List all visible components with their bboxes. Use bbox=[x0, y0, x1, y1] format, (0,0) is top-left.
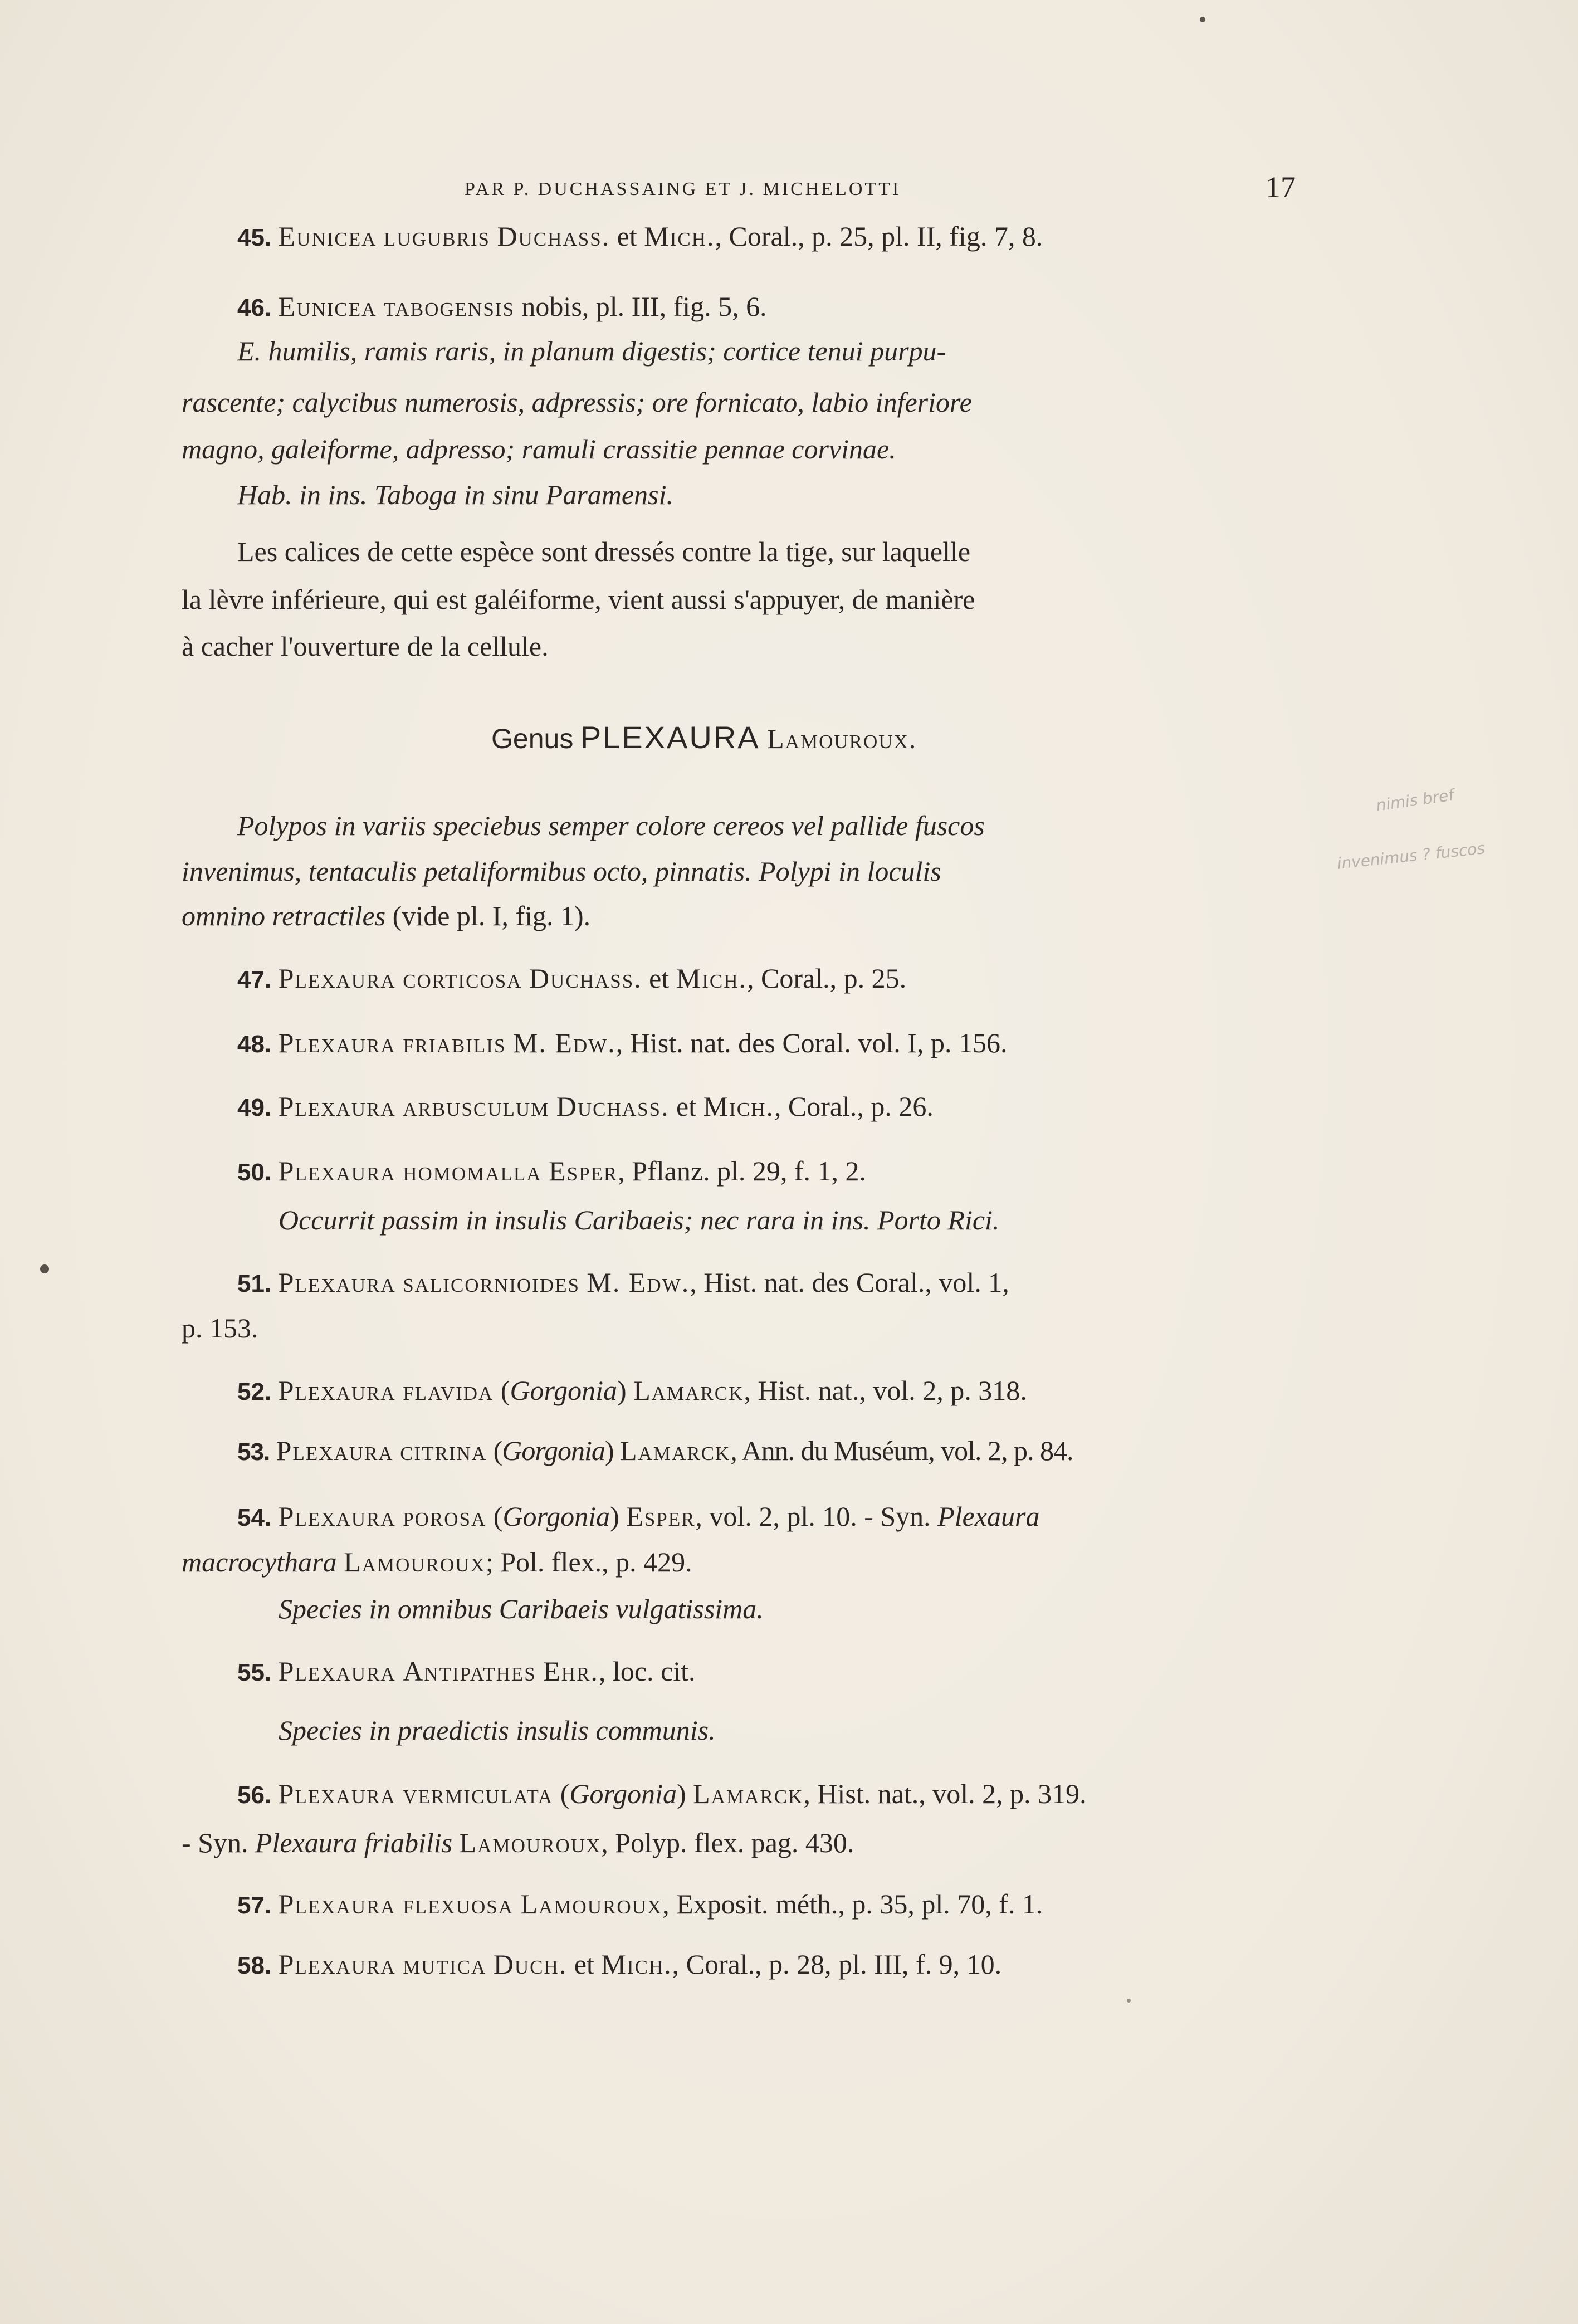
genus: Plexaura bbox=[276, 1435, 394, 1466]
authority: Duchass. bbox=[497, 221, 610, 252]
entry-number: 51. bbox=[237, 1270, 272, 1297]
note-50: Occurrit passim in insulis Caribaeis; nec rara in ins. Porto Rici. bbox=[279, 1204, 1000, 1236]
entry-number: 47. bbox=[237, 966, 272, 993]
entry-55 bbox=[237, 1654, 696, 1688]
reference: , Hist. nat., vol. 2, p. 319. bbox=[803, 1778, 1087, 1809]
entry-54-continuation bbox=[182, 1545, 692, 1579]
authority: Esper bbox=[626, 1501, 696, 1532]
reference: , Coral., p. 26. bbox=[774, 1091, 934, 1122]
authority2: Mich. bbox=[676, 963, 747, 994]
genus: Plexaura bbox=[278, 1155, 396, 1187]
genus: Plexaura bbox=[278, 1778, 396, 1809]
reference: , Coral., p. 25, pl. II, fig. 7, 8. bbox=[715, 221, 1043, 252]
species: corticosa bbox=[403, 963, 522, 994]
synonym-reference: ; Pol. flex., p. 429. bbox=[485, 1546, 692, 1578]
reference: , Hist. nat. des Coral., vol. 1, bbox=[690, 1267, 1009, 1298]
reference: , Coral., p. 25. bbox=[747, 963, 907, 994]
authority: Lamarck bbox=[620, 1435, 731, 1466]
synonym-genus: Gorgonia bbox=[569, 1778, 677, 1809]
synonym-reference: , Polyp. flex. pag. 430. bbox=[601, 1827, 854, 1858]
authority: Duchass. bbox=[529, 963, 642, 994]
species: flexuosa bbox=[403, 1888, 514, 1920]
authority: Esper bbox=[549, 1155, 618, 1187]
synonym-name: Plexaura friabilis bbox=[255, 1827, 453, 1858]
species: vermiculata bbox=[403, 1778, 554, 1809]
genus-description-line-2: invenimus, tentaculis petaliformibus octo, pinnatis. Polypi in loculis bbox=[182, 856, 941, 887]
entry-number: 55. bbox=[237, 1659, 272, 1686]
genus-description-text: omnino retractiles bbox=[182, 900, 386, 931]
entry-56-continuation bbox=[182, 1826, 854, 1859]
authority: Ehr. bbox=[543, 1656, 599, 1687]
note-55: Species in praedictis insulis communis. bbox=[279, 1715, 716, 1746]
conjunction: et bbox=[649, 963, 670, 994]
synonym-genus: Gorgonia bbox=[510, 1375, 618, 1406]
paren-open: ( bbox=[560, 1778, 570, 1809]
entry-51 bbox=[237, 1266, 1009, 1299]
entry-number: 58. bbox=[237, 1952, 272, 1979]
synonym-genus: Gorgonia bbox=[502, 1501, 610, 1532]
entry-49 bbox=[237, 1090, 934, 1123]
entry-48 bbox=[237, 1026, 1007, 1060]
description-46-line-1: E. humilis, ramis raris, in planum digestis; cortice tenui purpu- bbox=[237, 335, 946, 367]
synonym-genus: Gorgonia bbox=[502, 1435, 605, 1466]
species: flavida bbox=[403, 1375, 494, 1406]
genus: Plexaura bbox=[278, 1501, 396, 1532]
genus: Eunicea bbox=[278, 221, 377, 252]
entry-51-continuation: p. 153. bbox=[182, 1312, 258, 1344]
synonym-name: Plexaura bbox=[937, 1501, 1040, 1532]
reference: , Hist. nat., vol. 2, p. 318. bbox=[744, 1375, 1027, 1406]
species: salicornioides bbox=[403, 1267, 580, 1298]
authority: M. Edw. bbox=[512, 1027, 616, 1058]
genus-description-line-3 bbox=[182, 899, 590, 932]
french-note-line-1: Les calices de cette espèce sont dressés contre la tige, sur laquelle bbox=[237, 536, 971, 567]
entry-52 bbox=[237, 1374, 1027, 1407]
entry-53 bbox=[237, 1434, 1073, 1467]
entry-54 bbox=[237, 1500, 1039, 1533]
synonym-species: macrocythara bbox=[182, 1546, 337, 1578]
reference: nobis, pl. III, fig. 5, 6. bbox=[521, 291, 767, 322]
entry-number: 46. bbox=[237, 294, 272, 321]
species: citrina bbox=[400, 1435, 487, 1466]
description-46-habitat: Hab. in ins. Taboga in sinu Paramensi. bbox=[237, 479, 673, 510]
authority: Lamarck bbox=[633, 1375, 744, 1406]
authority2: Mich. bbox=[644, 221, 715, 252]
entry-number: 49. bbox=[237, 1094, 272, 1121]
page-number: 17 bbox=[1266, 170, 1296, 204]
genus: Plexaura bbox=[278, 1375, 396, 1406]
synonym-authority: Lamouroux bbox=[344, 1546, 486, 1578]
species: friabilis bbox=[403, 1027, 506, 1058]
entry-number: 53. bbox=[237, 1438, 270, 1466]
french-note-line-3: à cacher l'ouverture de la cellule. bbox=[182, 631, 549, 662]
description-46-line-2: rascente; calycibus numerosis, adpressis; ore fornicato, labio inferiore bbox=[182, 387, 972, 418]
reference: , loc. cit. bbox=[598, 1656, 696, 1687]
genus-heading bbox=[491, 721, 917, 754]
reference: , Coral., p. 28, pl. III, f. 9, 10. bbox=[672, 1949, 1002, 1980]
genus: Plexaura bbox=[278, 1027, 396, 1058]
paren-close: ) bbox=[604, 1435, 614, 1466]
genus-description-ref: (vide pl. I, fig. 1). bbox=[392, 900, 591, 931]
reference: , Hist. nat. des Coral. vol. I, p. 156. bbox=[615, 1027, 1008, 1058]
genus: Plexaura bbox=[278, 1267, 396, 1298]
entry-45 bbox=[237, 219, 1043, 253]
reference: , Exposit. méth., p. 35, pl. 70, f. 1. bbox=[662, 1888, 1043, 1920]
species: arbusculum bbox=[403, 1091, 550, 1122]
entry-46 bbox=[237, 290, 767, 323]
entry-number: 57. bbox=[237, 1892, 272, 1919]
authority: M. Edw. bbox=[587, 1267, 690, 1298]
synonym-authority: Lamouroux bbox=[459, 1827, 602, 1858]
entry-47 bbox=[237, 961, 906, 995]
genus: Plexaura bbox=[278, 1091, 396, 1122]
description-46-line-3: magno, galeiforme, adpresso; ramuli crassitie pennae corvinae. bbox=[182, 433, 896, 465]
entry-50 bbox=[237, 1154, 866, 1188]
paren-close: ) bbox=[610, 1501, 619, 1532]
paren-close: ) bbox=[676, 1778, 686, 1809]
genus-heading-author: Lamouroux. bbox=[767, 723, 917, 754]
conjunction: et bbox=[617, 221, 637, 252]
entry-number: 48. bbox=[237, 1031, 272, 1058]
entry-number: 50. bbox=[237, 1159, 272, 1186]
paren-open: ( bbox=[500, 1375, 510, 1406]
reference: , vol. 2, pl. 10. - Syn. bbox=[695, 1501, 931, 1532]
entry-number: 52. bbox=[237, 1378, 272, 1405]
entry-56 bbox=[237, 1777, 1087, 1810]
margin-pencil-note-1: nimis bref bbox=[1375, 785, 1455, 815]
species: homomalla bbox=[403, 1155, 542, 1187]
french-note-line-2: la lèvre inférieure, qui est galéiforme, vient aussi s'appuyer, de manière bbox=[182, 584, 975, 615]
genus-heading-prefix: Genus bbox=[491, 723, 574, 754]
genus-heading-name: PLEXAURA bbox=[580, 720, 760, 755]
species: mutica bbox=[403, 1949, 487, 1980]
paren-close: ) bbox=[617, 1375, 627, 1406]
genus-description-line-1: Polypos in variis speciebus semper colore cereos vel pallide fuscos bbox=[237, 810, 985, 841]
genus: Plexaura bbox=[278, 1656, 396, 1687]
genus: Plexaura bbox=[278, 963, 396, 994]
authority2: Mich. bbox=[703, 1091, 774, 1122]
entry-number: 45. bbox=[237, 224, 272, 251]
authority2: Mich. bbox=[601, 1949, 672, 1980]
note-54: Species in omnibus Caribaeis vulgatissima. bbox=[279, 1593, 764, 1624]
genus: Plexaura bbox=[278, 1888, 396, 1920]
species: tabogensis bbox=[383, 291, 515, 322]
entry-number: 54. bbox=[237, 1504, 272, 1531]
reference: , Ann. du Muséum, vol. 2, p. 84. bbox=[730, 1435, 1073, 1466]
entry-57 bbox=[237, 1887, 1043, 1921]
paper-speck bbox=[40, 1264, 49, 1273]
paren-open: ( bbox=[493, 1435, 502, 1466]
authority: Lamarck bbox=[693, 1778, 804, 1809]
genus: Eunicea bbox=[278, 291, 377, 322]
reference: , Pflanz. pl. 29, f. 1, 2. bbox=[618, 1155, 867, 1187]
synonym-prefix: - Syn. bbox=[182, 1827, 248, 1858]
paper-speck bbox=[1127, 1999, 1131, 2003]
conjunction: et bbox=[676, 1091, 697, 1122]
conjunction: et bbox=[574, 1949, 594, 1980]
authority: Duch. bbox=[493, 1949, 568, 1980]
paren-open: ( bbox=[493, 1501, 503, 1532]
margin-pencil-note-2: invenimus ? fuscos bbox=[1336, 839, 1486, 873]
species: porosa bbox=[403, 1501, 487, 1532]
paper-speck bbox=[1200, 17, 1205, 22]
entry-number: 56. bbox=[237, 1781, 272, 1809]
species: lugubris bbox=[383, 221, 490, 252]
genus: Plexaura bbox=[278, 1949, 396, 1980]
authority: Duchass. bbox=[556, 1091, 670, 1122]
running-title: PAR P. DUCHASSAING ET J. MICHELOTTI bbox=[465, 179, 901, 199]
entry-58 bbox=[237, 1947, 1001, 1981]
authority: Lamouroux bbox=[520, 1888, 663, 1920]
species: Antipathes bbox=[403, 1656, 536, 1687]
